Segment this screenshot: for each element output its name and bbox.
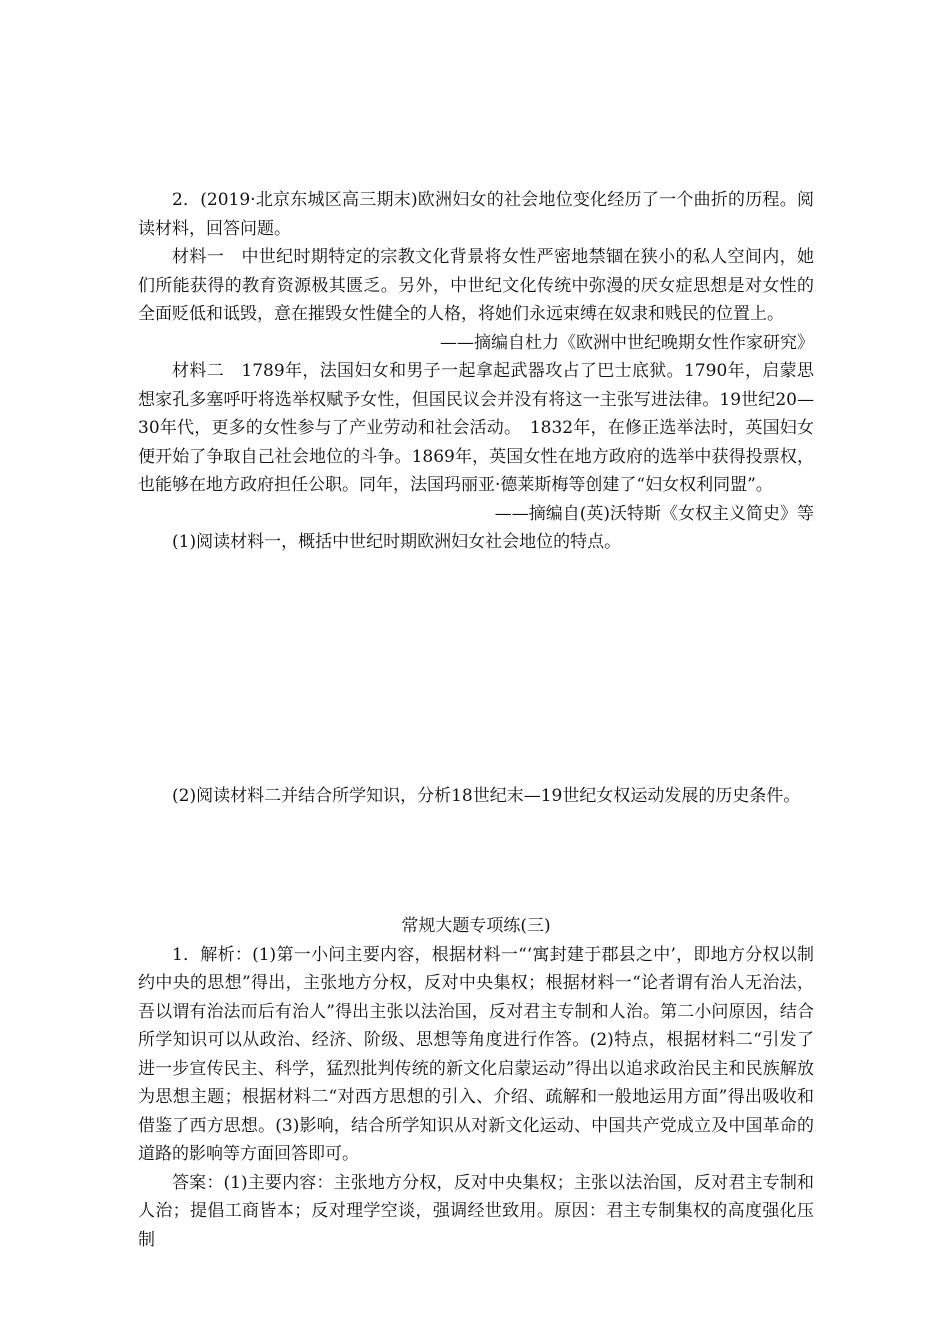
answer-1-answer: 答案：(1)主要内容：主张地方分权，反对中央集权；主张以法治国，反对君主专制和人治；提倡工商皆本；反对理学空谈，强调经世致用。原因：君主专制集权的高度强化压制 [138, 1172, 814, 1250]
material-1: 材料一 中世纪时期特定的宗教文化背景将女性严密地禁锢在狭小的私人空间内，她们所能获得的教育资源极其匮乏。另外，中世纪文化传统中弥漫的厌女症思想是对女性的全面贬低和诋毁，意在摧毁女性健全的人格，将她们永远束缚在奴隶和贱民的位置上。 [138, 247, 814, 324]
question-intro: 2．(2019·北京东城区高三期末)欧洲妇女的社会地位变化经历了一个曲折的历程。阅读材料，回答问题。 [138, 190, 814, 239]
answer-1-analysis: 1．解析：(1)第一小问主要内容，根据材料一“‘寓封建于郡县之中’，即地方分权以制约中央的思想”得出，主张地方分权，反对中央集权；根据材料一“论者谓有治人无治法，吾以谓有治法而后有治人”得出主张以法治国，反对君主专制和人治。第二小问原因，结合所学知识可以从政治、经济、阶级、思想等角度进行作答。(2)特点，根据材料二“引发了进一步宣传民主、科学，猛烈批判传统的新文化启蒙运动”得出以追求政治民主和民族解放为思想主题；根据材料二“对西方思想的引入、介绍、疏解和一般地运用方面”得出吸收和借鉴了西方思想。(3)影响，结合所学知识从对新文化运动、中国共产党成立及中国革命的道路的影响等方面回答即可。 [138, 944, 814, 1164]
sub-question-2: (2)阅读材料二并结合所学知识，分析18世纪末—19世纪女权运动发展的历史条件。 [172, 786, 801, 806]
question-2 [138, 186, 814, 557]
sub-question-2-block [138, 782, 814, 811]
material-2-source: ——摘编自(英)沃特斯《女权主义简史》等 [494, 503, 814, 524]
answer-section [138, 912, 814, 1254]
section-title: 常规大题专项练(三) [401, 916, 551, 936]
sub-question-1: (1)阅读材料一，概括中世纪时期欧洲妇女社会地位的特点。 [172, 532, 622, 552]
material-1-source: ——摘编自杜力《欧洲中世纪晚期女性作家研究》 [440, 332, 814, 353]
material-2: 材料二 1789年，法国妇女和男子一起拿起武器攻占了巴士底狱。1790年，启蒙思想家孔多塞呼吁将选举权赋予女性，但国民议会并没有将这一主张写进法律。19世纪20—30年代，更多的女性参与了产业劳动和社会活动。 1832年，在修正选举法时，英国妇女便开始了争取自己社会地位的斗争。1869年，英国女性在地方政府的选举中获得投票权，也能够在地方政府担任公职。同年，法国玛丽亚·德莱斯梅等创建了“妇女权利同盟”。 [138, 361, 814, 495]
